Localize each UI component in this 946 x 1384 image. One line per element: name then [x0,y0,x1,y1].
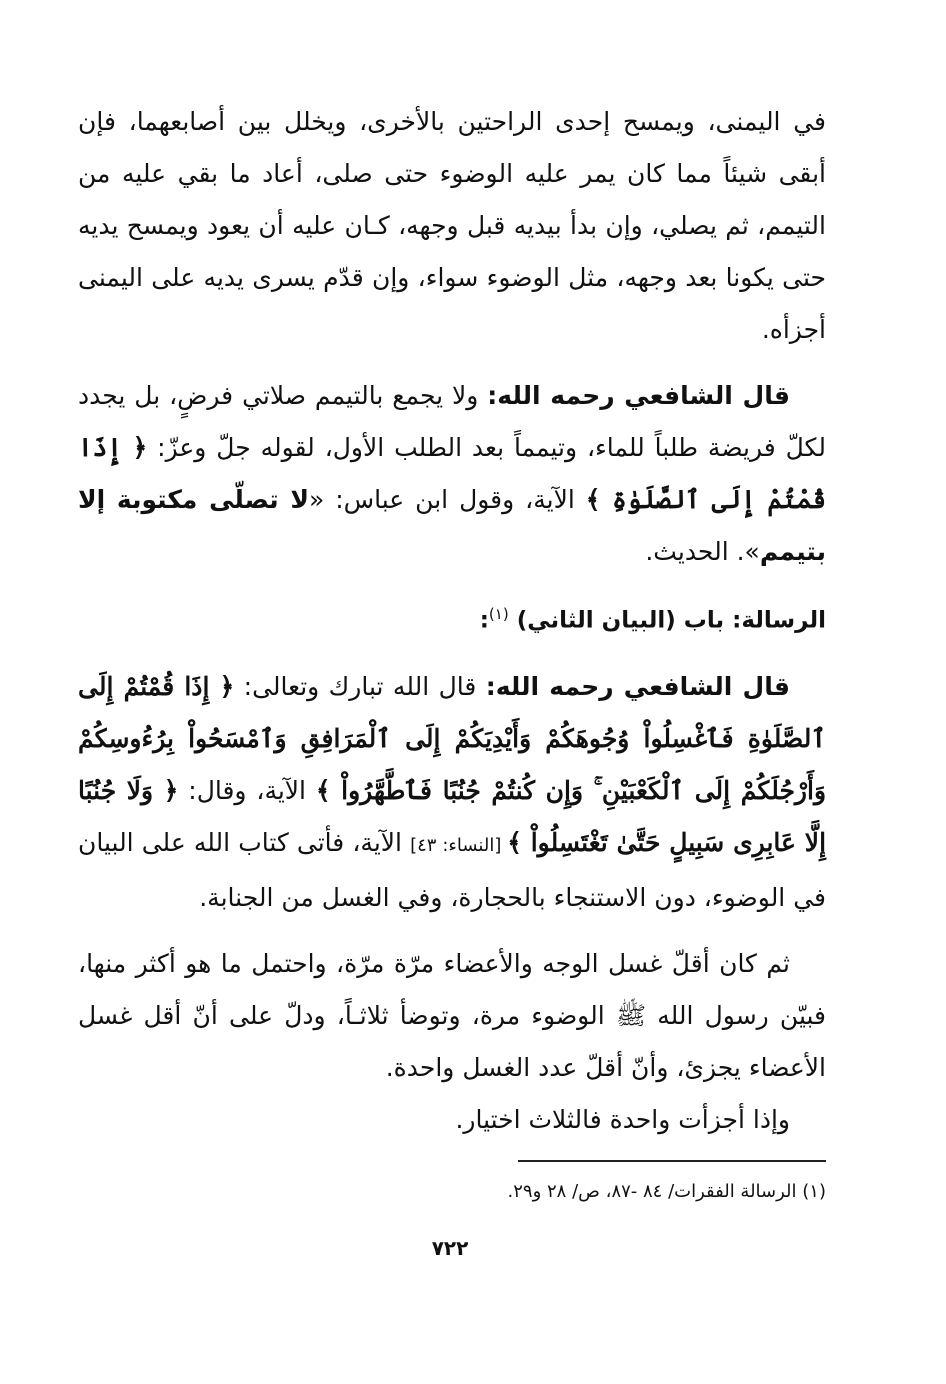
footnote-divider [518,1160,826,1162]
quran-verse: ﴿ إِذَا قُمْتُمْ إِلَى ٱلصَّلَوٰةِ فَٱغْسِلُواْ وُجُوهَكُمْ وَأَيْدِيَكُمْ إِلَى ٱلْمَرَافِقِ وَٱمْسَحُواْ بِرُءُوسِكُمْ وَأَرْجُلَكُمْ إِلَى ٱلْكَعْبَيْنِ ۚ وَإِن كُنتُمْ جُنُبًا فَٱطَّهَّرُواْ ﴾ [78,671,827,805]
paragraph-text: ولا يجمع بالتيمم صلاتي فرضٍ، بل يجدد لكلّ فريضة طلباً للماء، وتيمماً بعد الطلب الأول، لقوله جلّ وعزّ: [78,381,826,462]
paragraph-text: ». الحديث. [645,537,760,566]
section-heading-text: الرسالة: باب (البيان الثاني) [516,607,826,634]
paragraph-gap [78,924,826,938]
paragraph-text: الآية، فأتى كتاب الله على البيان في الوضوء، دون الاستنجاء بالحجارة، وفي الغسل من الجنابة. [78,827,826,912]
paragraph-4: ثم كان أقلّ غسل الوجه والأعضاء مرّة مرّة، واحتمل ما هو أكثر منها، فبيّن رسول الله ﷺ الوضوء مرة، وتوضأ ثلاثـاً، ودلّ على أنّ أقل غسل الأعضاء يجزئ، وأنّ أقلّ عدد الغسل واحدة. [78,948,826,1082]
quran-verse: ﴿ وَلَا جُنُبًا إِلَّا عَابِرِى سَبِيلٍ حَتَّىٰ تَغْتَسِلُواْ ﴾ [78,775,827,857]
footnote-marker[interactable]: (١) [488,605,509,623]
section-heading [78,588,826,647]
speaker-label: قال الشافعي رحمه الله: [485,671,790,701]
page-body [78,96,826,1146]
hadith-quote: لا تصلّى مكتوبة إلا بتيمم [78,485,826,566]
paragraph-text: الآية، وقال: [178,775,316,805]
verse-reference: [النساء: ٤٣] [410,834,508,856]
paragraph-5: وإذا أجزأت واحدة فالثلاث اختيار. [455,1104,790,1134]
paragraph-text: قال الله تبارك وتعالى: [234,671,486,701]
paragraph-1: في اليمنى، ويمسح إحدى الراحتين بالأخرى، ويخلل بين أصابعهما، فإن أبقى شيئاً مما كان يمر عليه الوضوء حتى صلى، أعاد ما بقي عليه من التيمم، ثم يصلي، وإن بدأ بيديه قبل وجهه، كـان عليه أن يعود ويمسح يديه حتى يكونا بعد وجهه، مثل الوضوء سواء، وإن قدّم يسرى يديه على اليمنى أجزأه. [78,107,826,344]
footnote: (١) الرسالة الفقرات/ ٨٤ -٨٧، ص/ ٢٨ و٢٩. [507,1181,826,1202]
speaker-label: قال الشافعي رحمه الله: [487,381,790,410]
paragraph-gap [78,356,826,370]
paragraph-3 [78,661,826,924]
quran-verse: ﴿ إِذَا قُمْتُمْ إِلَى ٱلصَّلَوٰةِ ﴾ [78,433,826,514]
heading-colon: : [479,607,489,634]
paragraph-2 [78,370,826,578]
page-number: ٧٢٢ [431,1236,469,1260]
paragraph-text: الآية، وقول ابن عباس: « [308,485,586,514]
